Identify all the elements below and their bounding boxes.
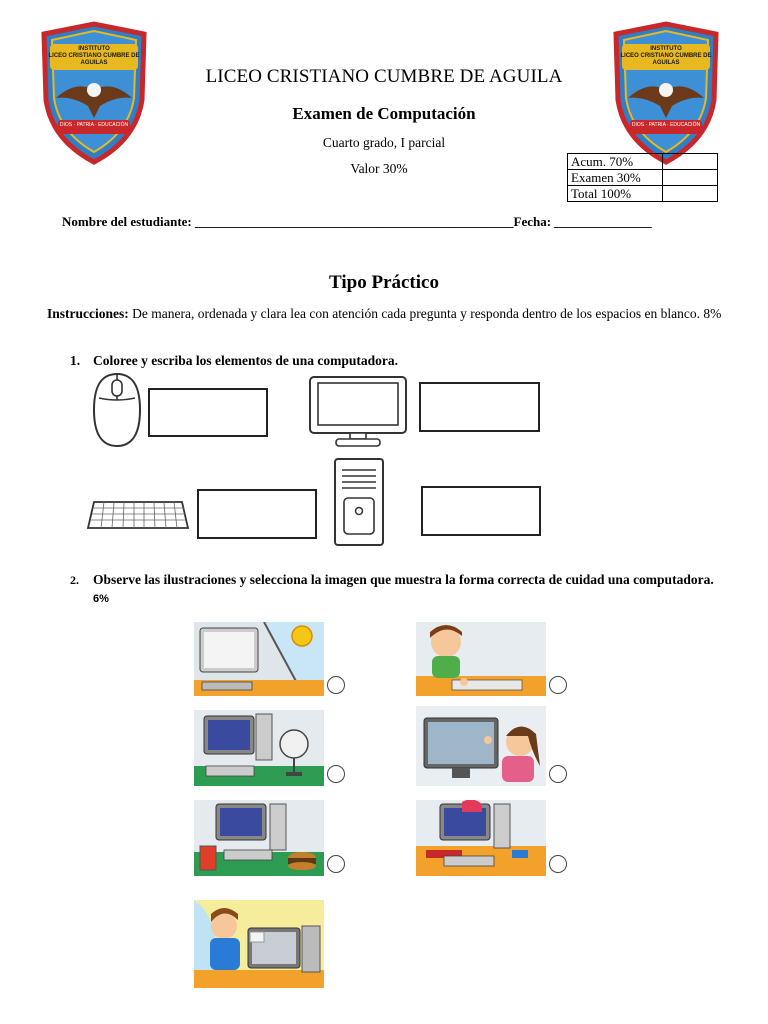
scene-boy-typing-keyboard[interactable] <box>416 622 546 696</box>
exam-value: Valor 30% <box>350 161 408 176</box>
logo-right-caption <box>620 46 712 67</box>
score-row <box>568 154 718 170</box>
score-value-cell[interactable] <box>663 186 718 202</box>
section-title: Tipo Práctico <box>329 272 439 293</box>
score-table <box>567 153 718 202</box>
option-radio-2[interactable] <box>549 676 567 694</box>
instructions-label: Instrucciones: <box>47 306 129 321</box>
monitor-drawing <box>306 373 410 449</box>
answer-box-cpu[interactable] <box>421 486 541 536</box>
question-number: 1. <box>70 353 81 368</box>
option-radio-6[interactable] <box>549 855 567 873</box>
logo-text-top: INSTITUTO <box>650 46 682 52</box>
score-label: Total 100% <box>568 186 663 202</box>
scene-boy-cleaning-screen[interactable] <box>194 900 324 988</box>
score-value-cell[interactable] <box>663 154 718 170</box>
answer-box-keyboard[interactable] <box>197 489 317 539</box>
score-row <box>568 170 718 186</box>
scene-computer-near-sunny-window[interactable] <box>194 622 324 696</box>
scene-computer-with-fan[interactable] <box>194 710 324 786</box>
option-radio-1[interactable] <box>327 676 345 694</box>
exam-grade: Cuarto grado, I parcial <box>322 135 446 150</box>
instructions <box>47 305 727 323</box>
question-1 <box>70 352 730 370</box>
logo-left-motto: DIOS · PATRIA · EDUCACIÓN <box>59 122 129 128</box>
question-text: Observe las ilustraciones y selecciona la imagen que muestra la forma correcta de cuidad una computadora. <box>93 572 714 587</box>
exam-title: Examen de Computación <box>292 104 476 123</box>
answer-box-mouse[interactable] <box>148 388 268 437</box>
logo-text-main: LICEO CRISTIANO CUMBRE DE AGUILAS <box>48 53 140 66</box>
cpu-tower-drawing <box>332 456 386 548</box>
mouse-drawing <box>90 370 144 450</box>
question-2 <box>70 571 720 608</box>
logo-left-caption <box>48 46 140 67</box>
question-points: 6% <box>93 593 109 605</box>
score-label: Acum. 70% <box>568 154 663 170</box>
school-name: LICEO CRISTIANO CUMBRE DE AGUILA <box>205 66 563 87</box>
student-name-date-line[interactable]: Nombre del estudiante: _________________________________________________Fecha: _______________ <box>62 214 652 229</box>
logo-text-top: INSTITUTO <box>78 46 110 52</box>
option-radio-3[interactable] <box>327 765 345 783</box>
scene-messy-desk-computer[interactable] <box>416 800 546 876</box>
question-text: Coloree y escriba los elementos de una computadora. <box>93 353 398 368</box>
question-number: 2. <box>70 573 79 587</box>
score-value-cell[interactable] <box>663 170 718 186</box>
logo-right-motto: DIOS · PATRIA · EDUCACIÓN <box>631 122 701 128</box>
scene-computer-with-food[interactable] <box>194 800 324 876</box>
logo-text-main: LICEO CRISTIANO CUMBRE DE AGUILAS <box>620 53 712 66</box>
score-label: Examen 30% <box>568 170 663 186</box>
scene-girl-touching-screen[interactable] <box>416 706 546 786</box>
option-radio-4[interactable] <box>549 765 567 783</box>
score-row <box>568 186 718 202</box>
keyboard-drawing <box>86 498 190 532</box>
answer-box-monitor[interactable] <box>419 382 540 432</box>
option-radio-5[interactable] <box>327 855 345 873</box>
instructions-text: De manera, ordenada y clara lea con atención cada pregunta y responda dentro de los espacios en blanco. 8% <box>128 306 722 321</box>
